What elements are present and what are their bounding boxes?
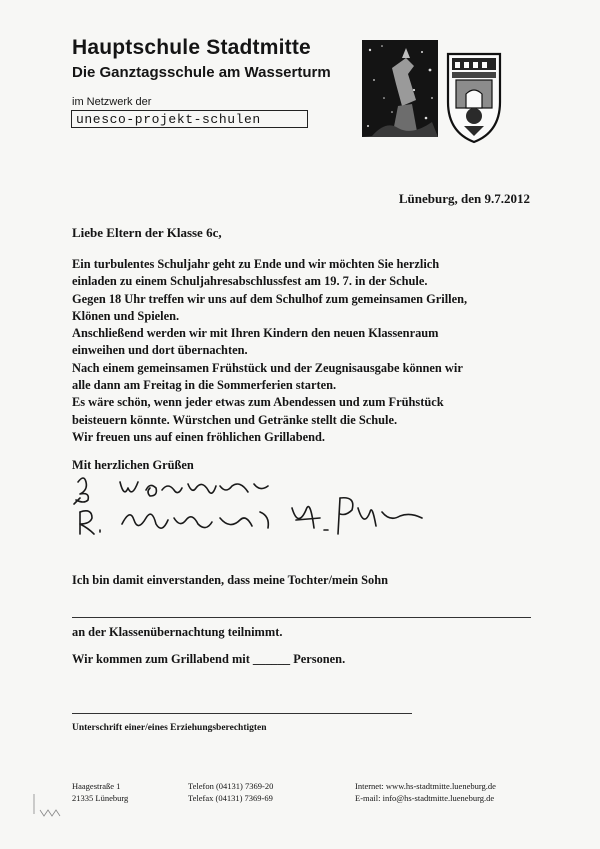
signature-line[interactable] <box>72 713 412 714</box>
body-line: beisteuern könnte. Würstchen und Getränke stellt die Schule. <box>72 412 398 427</box>
body-line: einweihen und dort übernachten. <box>72 343 248 358</box>
body-line: Ein turbulentes Schuljahr geht zu Ende und wir möchten Sie herzlich <box>72 257 440 271</box>
footer-city: 21335 Lüneburg <box>72 792 129 803</box>
footer-internet: Internet: www.hs-stadtmitte.lueneburg.de <box>355 781 496 791</box>
footer-email: E-mail: info@hs-stadtmitte.lueneburg.de <box>355 792 495 803</box>
letter-body <box>72 256 542 446</box>
network-name: unesco-projekt-schulen <box>71 110 308 128</box>
signature-label: Unterschrift einer/eines Erziehungsberechtigten <box>72 723 267 733</box>
network-label: im Netzwerk der <box>72 96 152 108</box>
school-name: Hauptschule Stadtmitte <box>72 36 311 59</box>
body-line: Nach einem gemeinsamen Frühstück und der Zeugnisausgabe können wir <box>72 360 463 375</box>
closing: Mit herzlichen Grüßen <box>72 458 194 472</box>
body-line: alle dann am Freitag in die Sommerferien starten. <box>72 378 337 393</box>
scan-corner-mark <box>30 790 66 820</box>
body-line: Wir freuen uns auf einen fröhlichen Grillabend. <box>72 429 326 444</box>
participation-text: an der Klassenübernachtung teilnimmt. <box>72 625 283 639</box>
body-line: Gegen 18 Uhr treffen wir uns auf dem Schulhof zum gemeinsamen Grillen, <box>72 291 468 306</box>
salutation: Liebe Eltern der Klasse 6c, <box>72 225 222 240</box>
grill-attendance-text: Wir kommen zum Grillabend mit ______ Personen. <box>72 652 346 666</box>
footer-street: Haagestraße 1 <box>72 781 121 791</box>
body-line: einladen zu einem Schuljahresabschlussfest am 19. 7. in der Schule. <box>72 274 428 289</box>
footer-phone <box>188 781 273 804</box>
body-line: Es wäre schön, wenn jeder etwas zum Abendessen und zum Frühstück <box>72 395 444 410</box>
handwritten-signatures <box>70 468 490 540</box>
city-crest-icon <box>444 48 504 144</box>
body-line: Klönen und Spielen. <box>72 308 180 323</box>
footer-telefon: Telefon (04131) 7369-20 <box>188 781 274 791</box>
footer-telefax: Telefax (04131) 7369-69 <box>188 792 273 803</box>
consent-text: Ich bin damit einverstanden, dass meine Tochter/mein Sohn <box>72 573 389 587</box>
child-name-line[interactable] <box>72 617 531 618</box>
letter-date: Lüneburg, den 9.7.2012 <box>398 191 530 206</box>
water-tower-photo <box>362 40 438 137</box>
footer-web <box>355 781 496 804</box>
footer-address <box>72 781 128 804</box>
school-subtitle: Die Ganztagsschule am Wasserturm <box>72 64 331 81</box>
body-line: Anschließend werden wir mit Ihren Kindern den neuen Klassenraum <box>72 326 439 341</box>
